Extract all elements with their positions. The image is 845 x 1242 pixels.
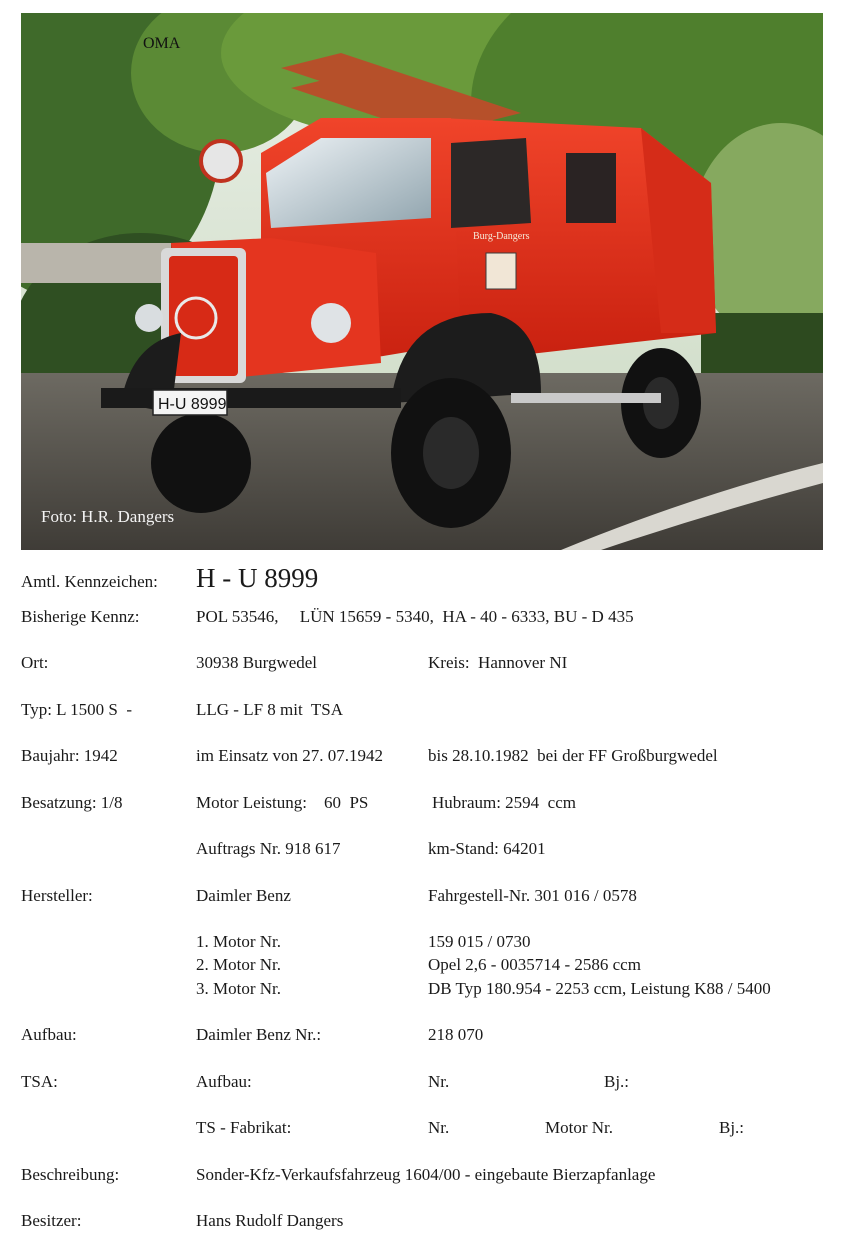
hersteller-value: Daimler Benz xyxy=(196,886,291,905)
hersteller-label: Hersteller: xyxy=(21,886,93,905)
motor-1-value: 159 015 / 0730 xyxy=(428,932,531,951)
tsa-aufbau: Aufbau: xyxy=(196,1072,252,1091)
motor-2-value: Opel 2,6 - 0035714 - 2586 ccm xyxy=(428,955,641,974)
door-text: Burg-Dangers xyxy=(473,231,530,242)
ts-motor-nr: Motor Nr. xyxy=(545,1118,613,1137)
photo-credit: Foto: H.R. Dangers xyxy=(41,507,175,526)
einsatz-von: im Einsatz von 27. 07.1942 xyxy=(196,746,383,765)
license-plate-text: H-U 8999 xyxy=(158,396,227,413)
ts-nr: Nr. xyxy=(428,1118,450,1137)
aufbau-nr: 218 070 xyxy=(428,1025,484,1044)
motor-2-label: 2. Motor Nr. xyxy=(196,955,281,974)
kennzeichen-value: H - U 8999 xyxy=(196,563,319,593)
tsa-nr: Nr. xyxy=(428,1072,450,1091)
bisherige-value: POL 53546, LÜN 15659 - 5340, HA - 40 - 6333, BU - D 435 xyxy=(196,607,634,626)
ts-fabrikat: TS - Fabrikat: xyxy=(196,1118,292,1137)
motor-1-label: 1. Motor Nr. xyxy=(196,932,281,951)
aufbau-value: Daimler Benz Nr.: xyxy=(196,1025,322,1044)
kreis-value: Kreis: Hannover NI xyxy=(428,653,568,672)
motor-3-value: DB Typ 180.954 - 2253 ccm, Leistung K88 / 5400 xyxy=(428,979,771,998)
ort-label: Ort: xyxy=(21,653,49,672)
typ-value: LLG - LF 8 mit TSA xyxy=(196,700,344,719)
auftrags-nr: Auftrags Nr. 918 617 xyxy=(196,839,341,858)
ort-value: 30938 Burgwedel xyxy=(196,653,318,672)
hubraum: Hubraum: 2594 ccm xyxy=(432,793,576,812)
kennzeichen-label: Amtl. Kennzeichen: xyxy=(21,572,158,591)
tsa-bj: Bj.: xyxy=(604,1072,630,1091)
fire-truck-illustration xyxy=(21,13,823,550)
fahrgestell-nr: Fahrgestell-Nr. 301 016 / 0578 xyxy=(428,886,637,905)
typ-label: Typ: L 1500 S - xyxy=(21,700,133,719)
fire-truck-photo xyxy=(21,13,823,550)
bisherige-label: Bisherige Kennz: xyxy=(21,607,140,626)
baujahr-label: Baujahr: 1942 xyxy=(21,746,118,765)
einsatz-bis: bis 28.10.1982 bei der FF Großburgwedel xyxy=(428,746,718,765)
photo-caption-top: OMA xyxy=(143,35,181,52)
tsa-label: TSA: xyxy=(21,1072,58,1091)
motor-3-label: 3. Motor Nr. xyxy=(196,979,281,998)
ts-bj: Bj.: xyxy=(719,1118,745,1137)
besitzer-label: Besitzer: xyxy=(21,1211,82,1230)
km-stand: km-Stand: 64201 xyxy=(428,839,546,858)
motor-leistung: Motor Leistung: 60 PS xyxy=(196,793,369,812)
besitzer-value: Hans Rudolf Dangers xyxy=(196,1211,344,1230)
beschreibung-label: Beschreibung: xyxy=(21,1165,120,1184)
door-crest-icon xyxy=(486,253,516,289)
beschreibung-value: Sonder-Kfz-Verkaufsfahrzeug 1604/00 - eingebaute Bierzapfanlage xyxy=(196,1165,656,1184)
aufbau-label: Aufbau: xyxy=(21,1025,77,1044)
besatzung-label: Besatzung: 1/8 xyxy=(21,793,123,812)
